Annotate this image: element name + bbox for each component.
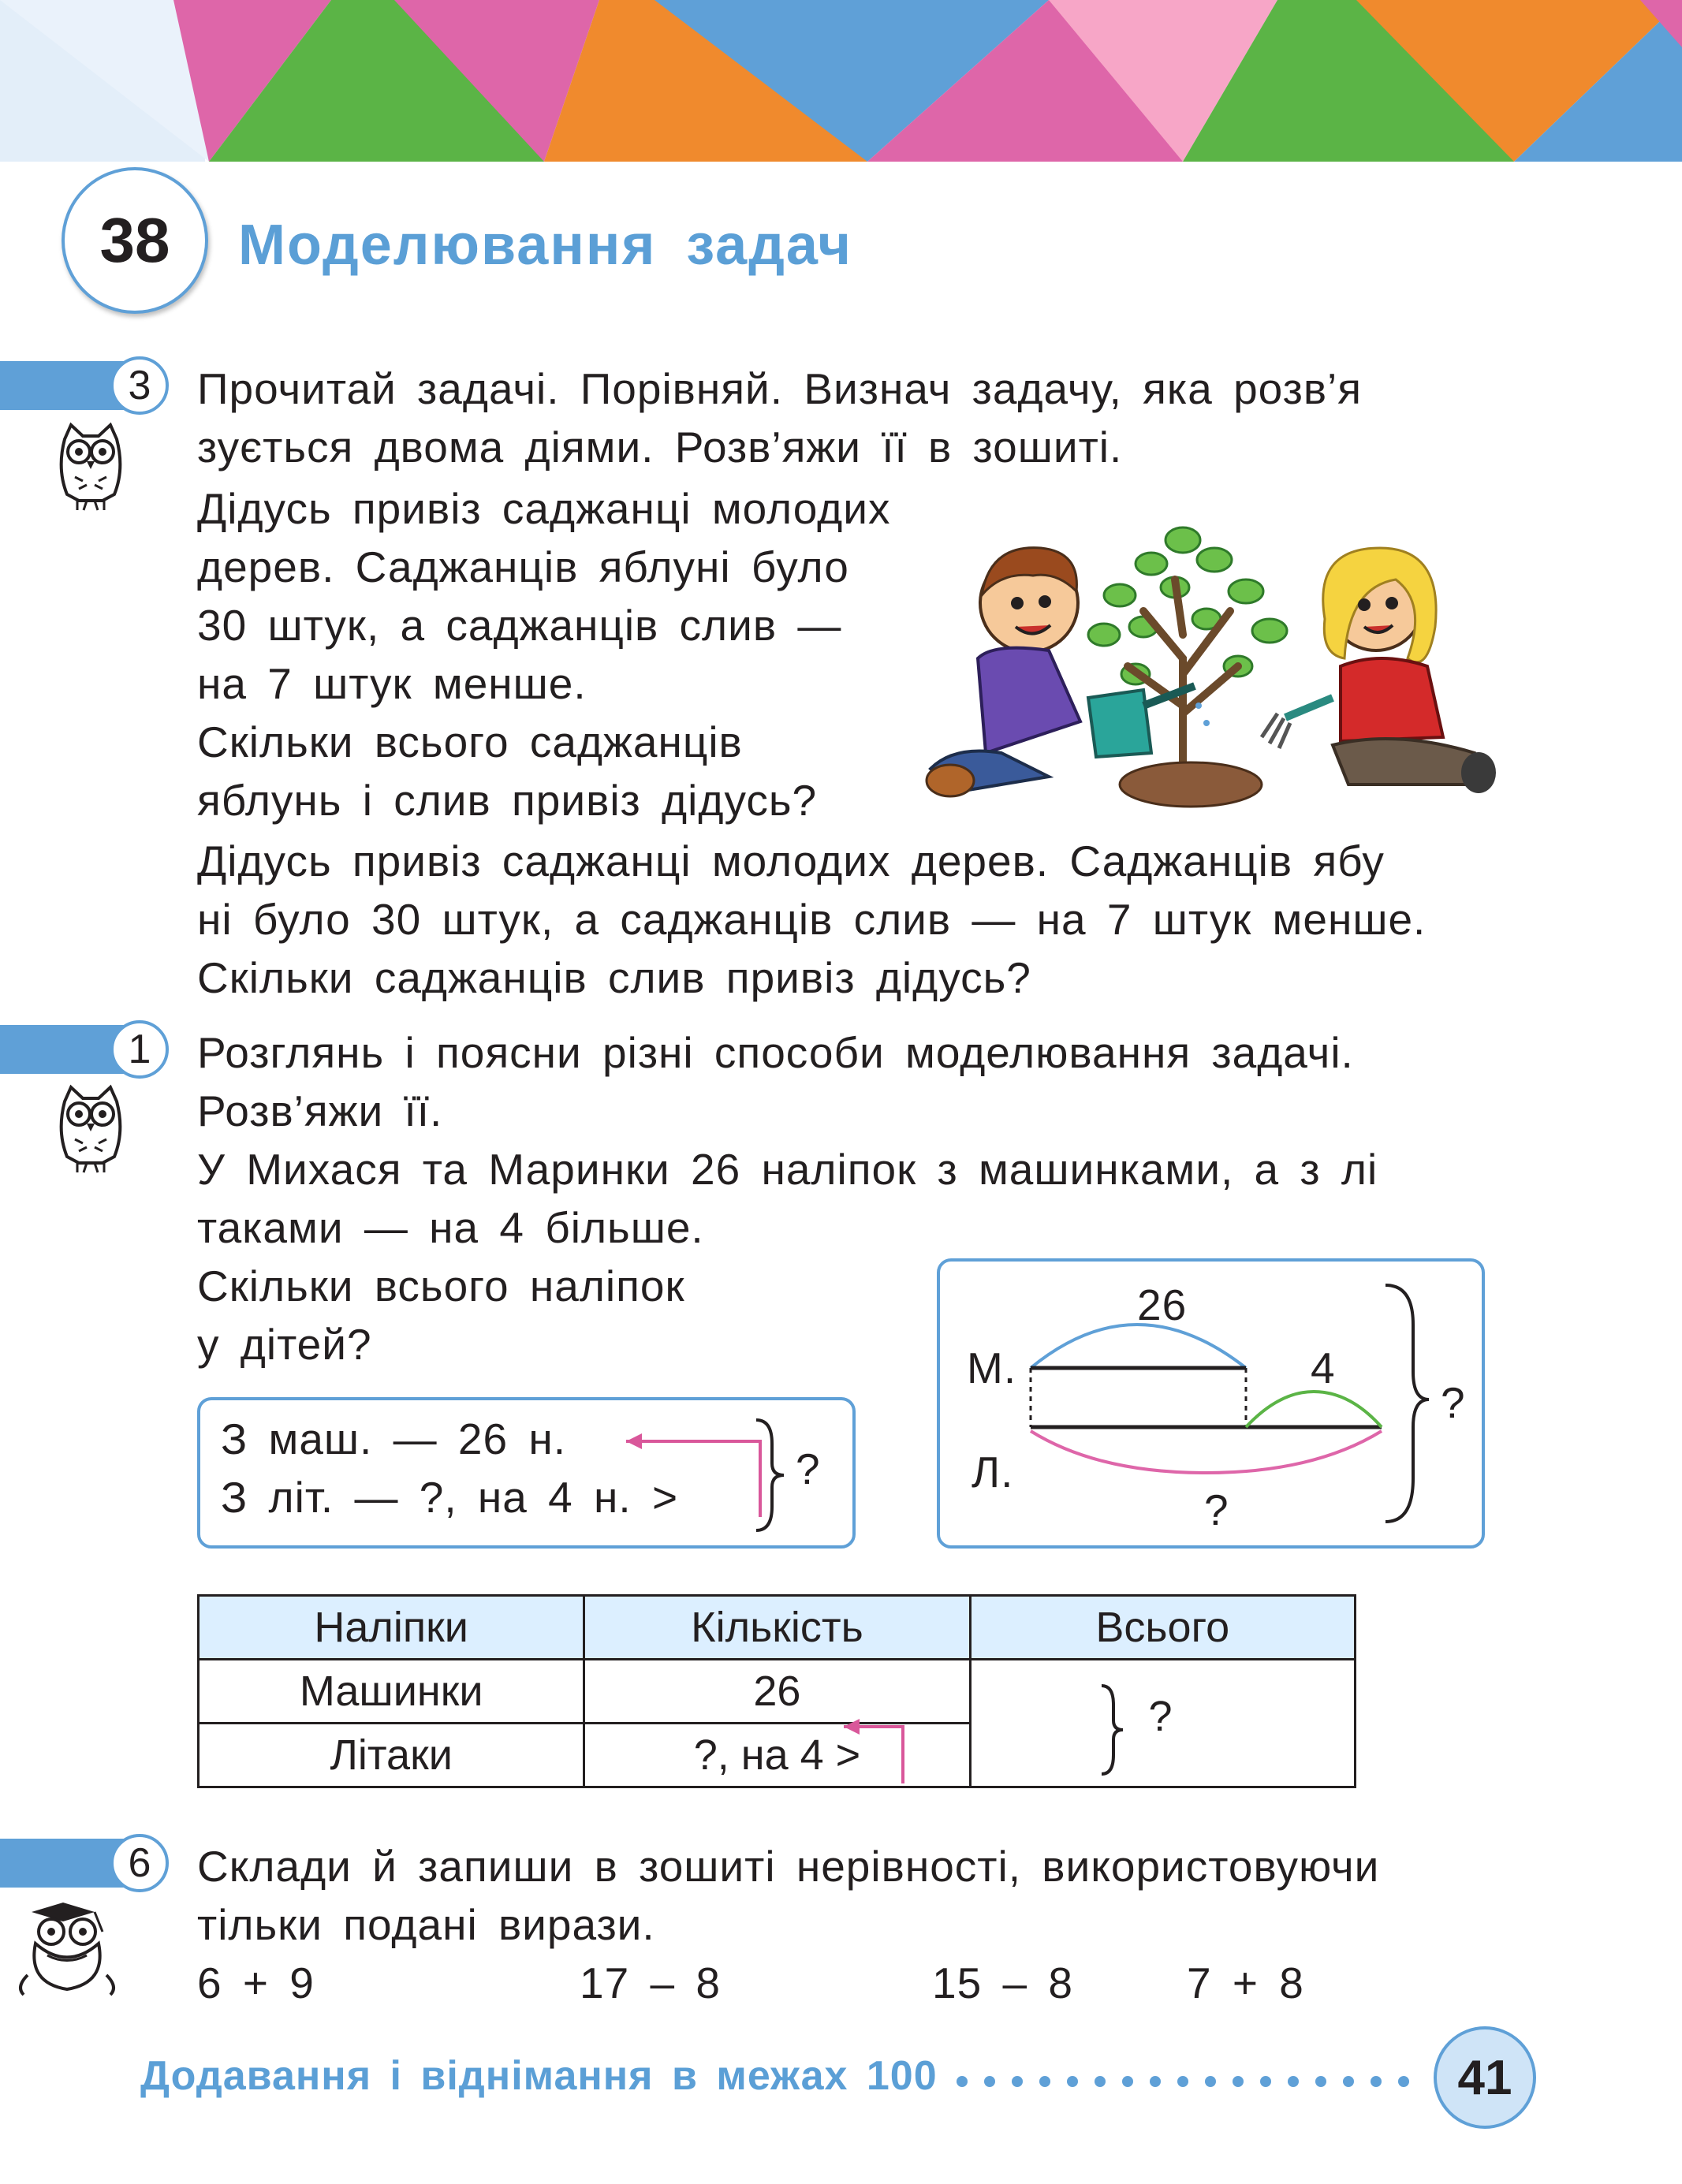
task1-line-6: яблунь і слив привіз дідусь? bbox=[197, 776, 818, 825]
diagram-total-question: ? bbox=[1441, 1378, 1466, 1427]
table-header-row bbox=[199, 1596, 1356, 1660]
task2-line-3: Скільки саджанців слив привіз дідусь? bbox=[197, 953, 1031, 1002]
lesson-number-badge bbox=[62, 167, 208, 314]
table-header-cell: Всього bbox=[970, 1596, 1355, 1660]
exercise-1-bar bbox=[0, 1025, 126, 1074]
table-header-cell: Кількість bbox=[584, 1596, 970, 1660]
exercise-6-instruction-line-2: тільки подані вирази. bbox=[197, 1900, 655, 1949]
header-banner bbox=[0, 0, 1682, 162]
exercise-6-number: 6 bbox=[110, 1834, 169, 1892]
owl-icon bbox=[55, 422, 126, 512]
table-cell: 26 bbox=[584, 1660, 970, 1724]
short-record-arrow bbox=[602, 1424, 776, 1534]
sticker-table bbox=[197, 1594, 1356, 1788]
table-header-cell: Наліпки bbox=[199, 1596, 584, 1660]
diagram-diff-value: 4 bbox=[1311, 1344, 1336, 1392]
children-planting-tree-illustration bbox=[923, 516, 1506, 812]
short-record-line-1: З маш. — 26 н. bbox=[221, 1414, 566, 1463]
task2-line-1: Дідусь привіз саджанці молодих дерев. Саджанців ябу bbox=[197, 837, 1385, 885]
owl-icon bbox=[55, 1084, 126, 1175]
table-cell: Літаки bbox=[199, 1724, 584, 1787]
table-total-cell bbox=[970, 1660, 1355, 1787]
exercise-1-task-line-2: таками — на 4 більше. bbox=[197, 1203, 704, 1252]
exercise-6-bar bbox=[0, 1839, 126, 1888]
short-record-box bbox=[197, 1397, 856, 1549]
exercise-1-instruction-line-1: Розглянь і поясни різні способи моделювання задачі. bbox=[197, 1028, 1354, 1077]
task1-line-3: 30 штук, а саджанців слив — bbox=[197, 601, 842, 650]
exercise-3-number: 3 bbox=[110, 356, 169, 415]
exercise-3-instruction-line-1: Прочитай задачі. Порівняй. Визнач задачу, яка розв’я bbox=[197, 364, 1363, 413]
task1-line-1: Дідусь привіз саджанці молодих bbox=[197, 484, 891, 533]
exercise-1-task-line-1: У Михася та Маринки 26 наліпок з машинками, а з лі bbox=[197, 1145, 1378, 1194]
page-number: 41 bbox=[1457, 2050, 1512, 2105]
table-total-question: ? bbox=[1148, 1693, 1173, 1740]
diagram-label-l: Л. bbox=[972, 1448, 1014, 1496]
table-cell: Машинки bbox=[199, 1660, 584, 1724]
exercise-1-question-line-1: Скільки всього наліпок bbox=[197, 1262, 685, 1310]
table-row bbox=[199, 1660, 1356, 1724]
expression: 6 + 9 bbox=[197, 1959, 315, 2007]
exercise-3-bar bbox=[0, 361, 126, 410]
diagram-top-value: 26 bbox=[1137, 1280, 1188, 1329]
short-record-question: ? bbox=[796, 1444, 821, 1493]
exercise-1-number: 1 bbox=[110, 1020, 169, 1079]
footer-section-title: Додавання і віднімання в межах 100 bbox=[140, 2053, 938, 2099]
frog-icon bbox=[16, 1896, 134, 1999]
short-record-line-2: З літ. — ?, на 4 н. > bbox=[221, 1473, 679, 1522]
task1-line-4: на 7 штук менше. bbox=[197, 659, 587, 708]
table-brace bbox=[1098, 1683, 1129, 1777]
expression: 7 + 8 bbox=[1187, 1959, 1304, 2007]
diagram-bottom-question: ? bbox=[1204, 1485, 1229, 1534]
task1-line-5: Скільки всього саджанців bbox=[197, 717, 743, 766]
task2-line-2: ні було 30 штук, а саджанців слив — на 7 штук менше. bbox=[197, 895, 1427, 944]
expression: 15 – 8 bbox=[932, 1959, 1073, 2007]
expression: 17 – 8 bbox=[580, 1959, 721, 2007]
page-number-badge bbox=[1434, 2026, 1536, 2129]
exercise-3-instruction-line-2: зується двома діями. Розв’яжи її в зошиті. bbox=[197, 423, 1123, 471]
exercise-6-instruction-line-1: Склади й запиши в зошиті нерівності, використовуючи bbox=[197, 1842, 1380, 1891]
task1-line-2: дерев. Саджанців яблуні було bbox=[197, 542, 849, 591]
exercise-1-instruction-line-2: Розв’яжи її. bbox=[197, 1086, 443, 1135]
exercise-1-question-line-2: у дітей? bbox=[197, 1320, 372, 1369]
segment-diagram-box bbox=[937, 1258, 1485, 1549]
lesson-title: Моделювання задач bbox=[238, 214, 852, 277]
short-record-brace bbox=[752, 1416, 792, 1534]
footer-dots bbox=[954, 2070, 1427, 2093]
lesson-number: 38 bbox=[99, 205, 170, 275]
table-cell: ?, на 4 > bbox=[584, 1724, 970, 1787]
diagram-label-m: М. bbox=[967, 1344, 1017, 1392]
table-arrow bbox=[828, 1703, 915, 1790]
